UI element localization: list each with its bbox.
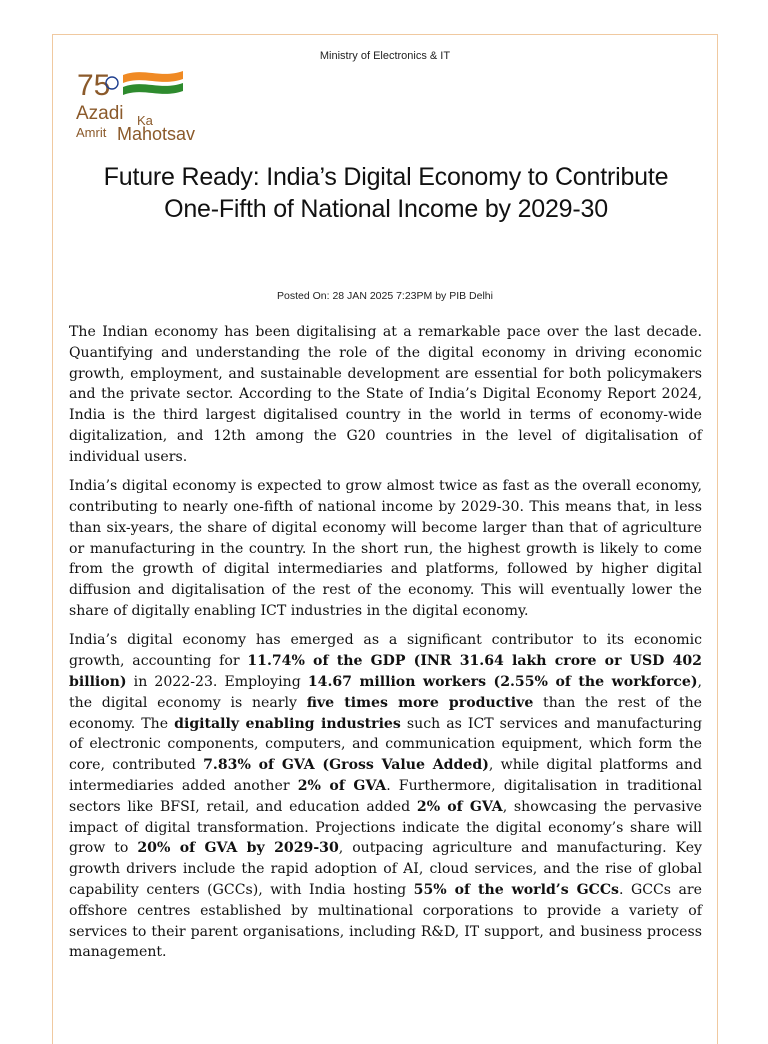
p3-bold-gdp-share: 11.74% of the GDP (INR 31.64 lakh crore or USD 402 billion) [69,653,702,690]
document-page [52,34,718,1044]
p3-bold-gccs: 55% of the world’s GCCs [413,881,619,898]
p3-bold-enabling-industries: digitally enabling industries [174,715,401,732]
p3-text-6: , while digital platforms and intermediaries added another [69,757,702,794]
p3-bold-gva-platforms: 2% of GVA [297,777,387,794]
p3-text-7: . Furthermore, digitalisation in traditional sectors like BFSI, retail, and education added [69,777,702,815]
p3-text-3: , the digital economy is nearly [69,673,702,711]
p3-text-1: India’s digital economy has emerged as a significant contributor to its economic growth, accounting for [69,632,702,670]
azadi-ka-amrit-mahotsav-logo [73,65,218,145]
p3-text-2: in 2022-23. Employing [126,673,308,690]
p3-bold-gva-traditional: 2% of GVA [416,798,503,815]
azadi-logo-icon [73,65,218,145]
logo-number: 75 [77,69,111,102]
p3-text-10: . GCCs are offshore centres established by multinational corporations to provide a variety of services to their parent organisations, including R&D, IT support, and business process management. [69,881,703,961]
article-body [69,322,702,972]
posted-date: Posted On: 28 JAN 2025 7:23PM by PIB Delhi [277,290,493,302]
logo-amrit: Amrit [76,125,107,140]
p3-text-5: such as ICT services and manufacturing of electronic components, computers, and communication equipment, which form the core, contributed [69,715,703,774]
paragraph-1: The Indian economy has been digitalising at a remarkable pace over the last decade. Quantifying and understanding the role of the digital economy in driving economic growth, employment, and sustainable development are essential for both policymakers and the private sector. According to the State of India’s Digital Economy Report 2024, India is the third largest digitalised country in the world in terms of economy-wide digitalization, and 12th among the G20 countries in the level of digitalisation of individual users. [69,324,702,465]
p3-bold-gva-2029: 20% of GVA by 2029-30 [137,840,339,857]
article-title: Future Ready: India’s Digital Economy to Contribute One-Fifth of National Income by 2029-30 [103,163,669,223]
ministry-header: Ministry of Electronics & IT [319,50,451,62]
logo-mahotsav: Mahotsav [117,124,196,144]
p3-text-4: than the rest of the economy. The [69,694,702,732]
paragraph-2: India’s digital economy is expected to grow almost twice as fast as the overall economy, contributing to nearly one-fifth of national income by 2029-30. This means that, in less than six-years, the share of digital economy will become larger than that of agriculture or manufacturing in the country. In the short run, the highest growth is likely to come from the growth of digital intermediaries and platforms, followed by higher digital diffusion and digitalisation of the rest of the economy. This will eventually lower the share of digitally enabling ICT industries in the digital economy. [69,478,702,619]
p3-text-9: , outpacing agriculture and manufacturing. Key growth drivers include the rapid adoption of AI, cloud services, and the rise of global capability centers (GCCs), with India hosting [69,840,702,898]
p3-text-8: , showcasing the pervasive impact of digital transformation. Projections indicate the digital economy’s share will grow to [69,798,702,857]
p3-bold-workers: 14.67 million workers (2.55% of the workforce) [307,673,698,690]
logo-azadi: Azadi [76,103,124,124]
p3-bold-gva-core: 7.83% of GVA (Gross Value Added) [203,757,489,774]
paragraph-3 [69,630,702,963]
p3-bold-productive: five times more productive [306,694,534,711]
logo-ka: Ka [137,113,153,128]
